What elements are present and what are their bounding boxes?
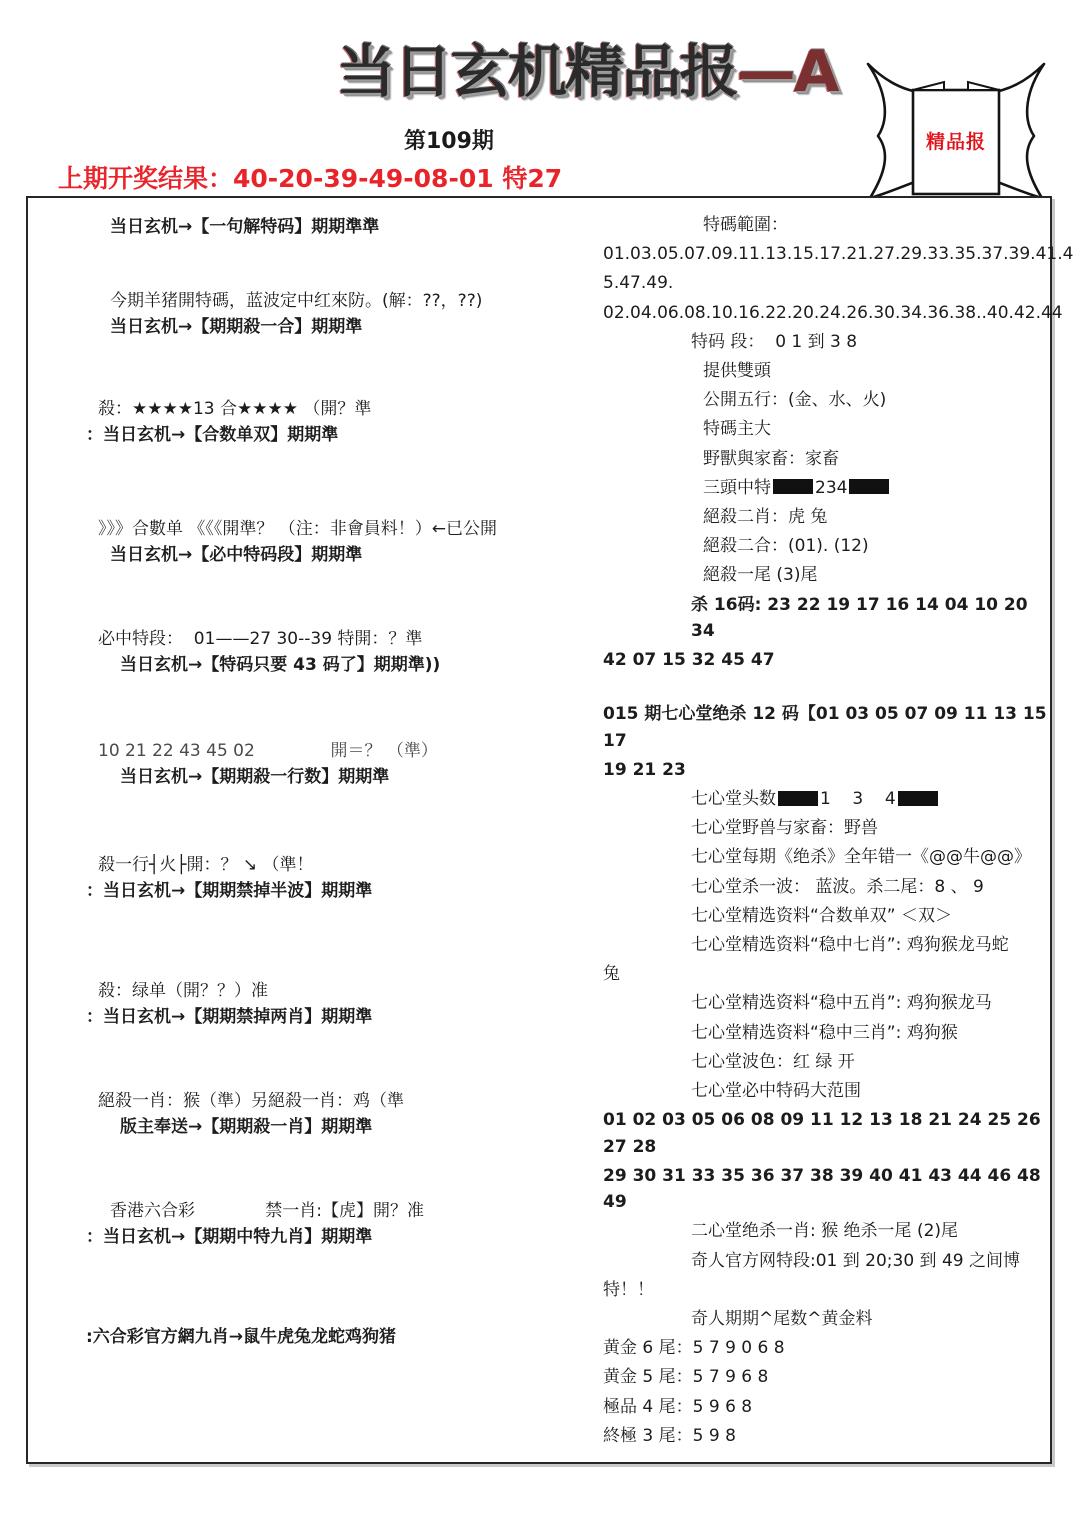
left-text-line: 10 21 22 43 45 02 開＝？ （準） bbox=[98, 741, 438, 761]
right-text-line: 特碼主大 bbox=[703, 419, 771, 440]
equals-bar-icon bbox=[849, 479, 889, 494]
right-text-line: 七心堂必中特码大范围 bbox=[691, 1081, 861, 1102]
right-text-line: 絕殺二合：(01). (12) bbox=[703, 536, 869, 557]
left-text-line: 》》》合數单 《《《開準？ （注：非會員料！）←已公開 bbox=[98, 519, 498, 539]
left-text-line: 香港六合彩 禁一肖:【虎】開？准 bbox=[110, 1201, 424, 1221]
left-block bbox=[28, 738, 603, 791]
head-numbers: 1 3 4 bbox=[820, 789, 896, 809]
left-text-line: 当日玄机→【必中特码段】期期準 bbox=[110, 545, 363, 566]
right-text-line: 兔 bbox=[603, 964, 620, 985]
left-block bbox=[28, 852, 603, 905]
right-text-line: 黄金 5 尾：5 7 9 6 8 bbox=[603, 1367, 769, 1388]
left-block bbox=[28, 516, 603, 569]
right-text-line: 七心堂精选资料“合数单双” ＜双＞ bbox=[691, 905, 953, 926]
right-text-line bbox=[603, 786, 1050, 812]
right-text-line: 七心堂野兽与家畜：野兽 bbox=[691, 818, 878, 839]
right-text-line: 絕殺一尾 (3)尾 bbox=[703, 565, 818, 586]
ribbon-label: 精品报 bbox=[925, 130, 986, 153]
left-text-line: ：当日玄机→【合数单双】期期準 bbox=[86, 425, 339, 446]
left-text-line: 殺：绿单（開？？）准 bbox=[98, 981, 268, 1001]
right-text-line bbox=[603, 676, 1050, 698]
right-text-line: 七心堂杀一波： 蓝波。杀二尾：8 、 9 bbox=[691, 876, 984, 897]
content-frame bbox=[26, 196, 1074, 1464]
left-text-line: 殺一行┤火├開：？ ↘ （準！ bbox=[98, 855, 314, 875]
right-column bbox=[603, 198, 1074, 1462]
right-text-line: 七心堂每期《绝杀》全年错一《@@牛@@》 bbox=[691, 847, 1031, 868]
equals-bar-icon bbox=[778, 791, 818, 806]
left-text-line: 今期羊猪開特碼，蓝波定中红來防。(解：??，??) bbox=[110, 291, 483, 311]
right-text-line bbox=[603, 475, 1050, 501]
left-text-line: 当日玄机→【期期殺一合】期期準 bbox=[110, 317, 363, 338]
right-text-line: 二心堂绝杀一肖: 猴 绝杀一尾 (2)尾 bbox=[691, 1221, 959, 1242]
left-block bbox=[28, 1088, 603, 1141]
left-text-line: ：当日玄机→【期期禁掉半波】期期準 bbox=[86, 881, 373, 902]
left-text-line: 必中特段： 01——27 30--39 特開：？準 bbox=[98, 629, 423, 649]
left-block bbox=[28, 978, 603, 1031]
left-text-line: 絕殺一肖：猴（準）另絕殺一肖：鸡（準 bbox=[98, 1091, 404, 1111]
left-text-line: 当日玄机→【特码只要 43 码了】期期準)) bbox=[120, 655, 441, 676]
left-block bbox=[28, 626, 603, 679]
masthead-title bbox=[336, 26, 837, 108]
right-text-line: 絕殺二肖：虎 兔 bbox=[703, 507, 828, 528]
left-text-line: 版主奉送→【期期殺一肖】期期準 bbox=[120, 1117, 373, 1138]
right-text-line: 特！！ bbox=[603, 1279, 654, 1300]
right-text-line: 奇人期期^尾数^黄金料 bbox=[691, 1308, 873, 1329]
left-column bbox=[28, 198, 603, 1462]
right-text-line: 015 期七心堂绝杀 12 码【01 03 05 07 09 11 13 15 17 bbox=[603, 704, 1053, 751]
right-text-line: 極品 4 尾：5 9 6 8 bbox=[603, 1396, 753, 1417]
right-text-line: 01 02 03 05 06 08 09 11 12 13 18 21 24 25 26 27 28 bbox=[603, 1110, 1047, 1157]
masthead-suffix: —A bbox=[736, 39, 838, 105]
two-column-layout bbox=[28, 198, 1074, 1462]
masthead-main: 当日玄机精品报 bbox=[336, 39, 737, 105]
left-text-line: 当日玄机→【一句解特码】期期準準 bbox=[110, 217, 380, 237]
right-text-line: 黄金 6 尾：5 7 9 0 6 8 bbox=[603, 1338, 785, 1359]
right-text-line: 杀 16码: 23 22 19 17 16 14 04 10 20 34 bbox=[691, 594, 1034, 641]
right-block bbox=[603, 212, 1074, 1452]
left-text-line: ：当日玄机→【期期禁掉两肖】期期準 bbox=[86, 1007, 373, 1028]
right-text-line: 終極 3 尾：5 9 8 bbox=[603, 1425, 736, 1446]
right-line-label: 三頭中特 bbox=[703, 477, 771, 498]
left-block bbox=[28, 214, 603, 240]
left-block bbox=[28, 1198, 603, 1251]
ribbon-banner-graphic bbox=[856, 52, 1056, 202]
right-text-line: 七心堂精选资料“稳中五肖”: 鸡狗猴龙马 bbox=[691, 993, 992, 1014]
right-text-line: 5.47.49. bbox=[603, 273, 674, 294]
right-text-line: 奇人官方网特段:01 到 20;30 到 49 之间博 bbox=[691, 1250, 1021, 1271]
left-block bbox=[28, 396, 603, 449]
right-text-line: 29 30 31 33 35 36 37 38 39 40 41 43 44 46 48 49 bbox=[603, 1165, 1047, 1213]
right-line-label: 七心堂头数 bbox=[691, 789, 776, 809]
right-text-line: 特码 段： 0 1 到 3 8 bbox=[691, 331, 858, 352]
right-text-line: 七心堂波色：红 绿 开 bbox=[691, 1051, 855, 1072]
right-text-line: 野獸與家畜：家畜 bbox=[703, 448, 839, 469]
right-text-line: 提供雙頭 bbox=[703, 361, 771, 382]
issue-number: 第109期 bbox=[404, 129, 494, 154]
right-text-line: 七心堂精选资料“稳中三肖”: 鸡狗猴 bbox=[691, 1022, 958, 1043]
right-text-line: 19 21 23 bbox=[603, 759, 686, 780]
page-header bbox=[0, 0, 1080, 196]
left-text-line: 当日玄机→【期期殺一行数】期期準 bbox=[120, 767, 390, 788]
equals-bar-icon bbox=[898, 791, 938, 806]
left-text-line: ：当日玄机→【期期中特九肖】期期準 bbox=[86, 1227, 373, 1248]
right-text-line: 02.04.06.08.10.16.22.20.24.26.30.34.36.38..40.42.44 bbox=[603, 302, 1063, 323]
right-text-line: 42 07 15 32 45 47 bbox=[603, 650, 775, 671]
right-text-line: 01.03.05.07.09.11.13.15.17.21.27.29.33.35.37.39.41.4 bbox=[603, 244, 1074, 265]
right-text-line: 公開五行：(金、水、火) bbox=[703, 390, 887, 411]
left-block bbox=[28, 288, 603, 341]
left-block bbox=[28, 1324, 603, 1350]
right-text-line: 七心堂精选资料“稳中七肖”: 鸡狗猴龙马蛇 bbox=[691, 935, 1009, 956]
left-text-line: :六合彩官方網九肖→鼠牛虎兔龙蛇鸡狗猪 bbox=[86, 1327, 397, 1347]
right-text-line: 特碼範圍： bbox=[703, 215, 788, 235]
last-draw-result: 上期开奖结果：40-20-39-49-08-01 特27 bbox=[58, 164, 563, 193]
left-text-line: 殺：★★★★13 合★★★★ （開？準 bbox=[98, 399, 372, 419]
head-numbers: 234 bbox=[815, 477, 848, 498]
equals-bar-icon bbox=[773, 479, 813, 494]
ribbon-icon bbox=[856, 52, 1056, 202]
